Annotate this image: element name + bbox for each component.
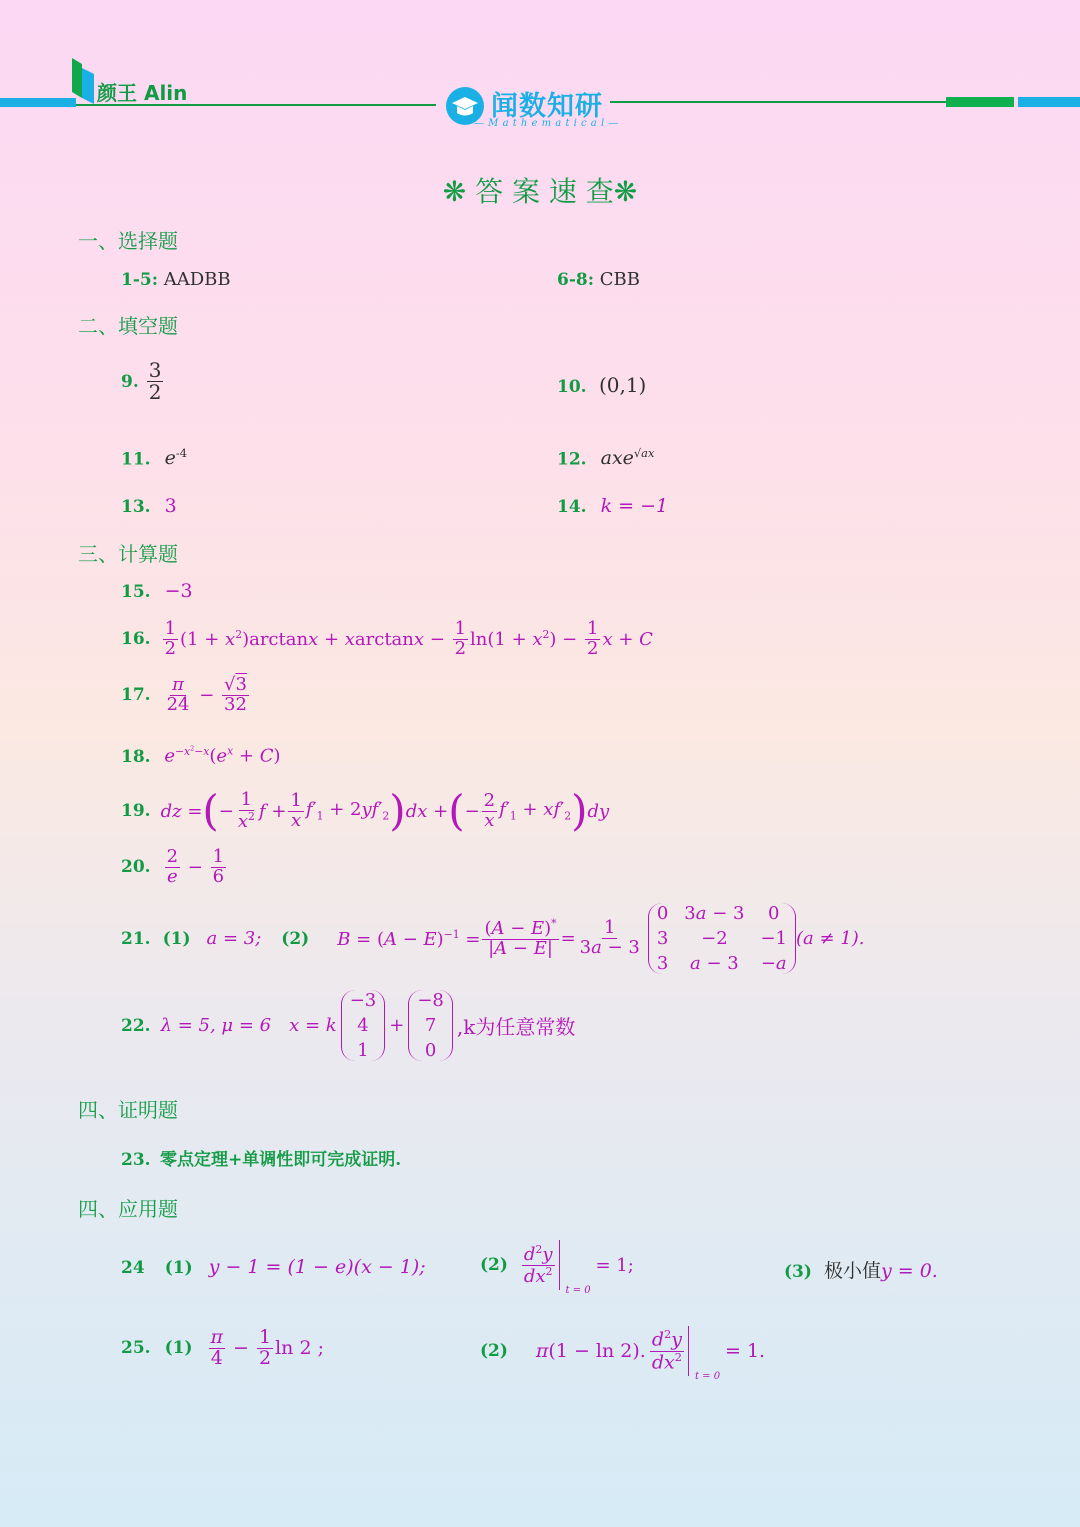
choice-group-1 [121, 269, 231, 290]
answer-12 [557, 446, 654, 469]
answer-16-label: 16. [121, 629, 151, 650]
answer-9-label: 9. [121, 371, 139, 392]
answer-22-params: λ = 5, μ = 6 [160, 1015, 272, 1036]
answer-24-part3-label: (3) [784, 1262, 812, 1282]
answer-9-denominator: 2 [148, 380, 162, 404]
answer-20: 20. $\frac{2}{e}$ − $\frac{1}{6}$ [121, 846, 225, 887]
header-green-block [946, 97, 1014, 107]
answer-22-vector-1: −3 4 1 [341, 990, 386, 1061]
answer-11-base: e [164, 447, 176, 470]
author-logo-icon [70, 58, 96, 104]
header-blue-block [1018, 97, 1080, 107]
answer-9-fraction [147, 360, 164, 403]
header-green-line-right [610, 101, 950, 103]
answer-24-part3-text: 极小值 [823, 1260, 881, 1282]
answer-25-label: 25. [121, 1338, 151, 1359]
answer-25-part1: 25. (1) $\frac{\pi}{4}$ − $\frac{1}{2}$ ln 2 ; [121, 1326, 324, 1369]
answer-21-label: 21. [121, 928, 151, 949]
answer-10-label: 10. [557, 377, 587, 397]
section-heading-choice: 一、选择题 [78, 229, 178, 253]
answer-13-label: 13. [121, 497, 151, 517]
answer-11-exponent: -4 [175, 446, 187, 460]
choice-group-2-label: 6-8: [557, 270, 594, 290]
answer-15-label: 15. [121, 582, 151, 602]
answer-24-part2-label: (2) [480, 1255, 508, 1275]
answer-22-tail: ,k为任意常数 [456, 1015, 576, 1039]
answer-25-part2: (2) π(1 − ln 2). $\frac{d^2y}{dx^2}$ t = 0 = 1. [480, 1327, 766, 1382]
answer-21-part2-label: (2) [281, 928, 310, 949]
choice-group-2-value: CBB [599, 269, 640, 290]
answer-10-value: (0,1) [598, 373, 647, 397]
answer-18: 18. $e^{-x^2-x}(e^x + C)$ [121, 744, 281, 767]
answer-13 [121, 495, 177, 517]
answer-22-label: 22. [121, 1015, 151, 1036]
answer-19-label: 19. [121, 801, 151, 821]
section-heading-fill: 二、填空题 [78, 314, 178, 338]
answer-17-label: 17. [121, 685, 151, 706]
answer-21-matrix: 0 3a − 3 0 3 −2 −1 3 a − 3 −a [648, 903, 796, 974]
answer-11-label: 11. [121, 449, 151, 470]
answer-14 [557, 495, 668, 517]
answer-17: 17. $\frac{\pi}{24}$ − $\frac{√3}{32}$ [121, 674, 247, 715]
answer-23 [121, 1145, 401, 1170]
choice-group-1-value: AADBB [163, 269, 231, 290]
answer-12-exponent: √ax [633, 446, 655, 460]
answer-12-label: 12. [557, 449, 587, 470]
answer-20-label: 20. [121, 857, 151, 878]
answer-24-part3-value: y = 0. [880, 1260, 938, 1282]
answer-14-label: 14. [557, 497, 587, 517]
answer-10 [557, 373, 646, 397]
brand-name: 闻数知研 [491, 91, 603, 122]
answer-13-value: 3 [164, 495, 177, 517]
answer-24-part1 [121, 1256, 426, 1278]
answer-9 [121, 360, 165, 403]
answer-25-part1-label: (1) [164, 1338, 193, 1359]
answer-9-numerator: 3 [148, 358, 162, 382]
answer-25-part2-label: (2) [480, 1341, 508, 1361]
answer-22: 22. λ = 5, μ = 6 x = k −3 4 1 + −8 7 0 ,k为任意常数 [121, 990, 576, 1061]
answer-15-value: −3 [164, 580, 193, 602]
answer-24-part2: (2) $\frac{d^2y}{dx^2}$ t = 0 = 1; [480, 1240, 634, 1290]
answer-15 [121, 580, 193, 602]
header-left-bar [0, 98, 76, 107]
choice-group-1-label: 1-5: [121, 270, 158, 290]
section-heading-proof: 四、证明题 [78, 1098, 178, 1122]
section-heading-apply: 四、应用题 [78, 1197, 178, 1221]
answer-14-value: k = −1 [600, 495, 669, 517]
answer-12-value: axe [600, 447, 634, 470]
answer-22-vector-2: −8 7 0 [408, 990, 453, 1061]
answer-24-part1-label: (1) [164, 1258, 193, 1278]
answer-21-part1-value: a = 3; [206, 928, 262, 949]
answer-24-part1-value: y − 1 = (1 − e)(x − 1); [208, 1256, 426, 1278]
author-label: 颜王 Alin [97, 81, 188, 105]
answer-24-part3 [784, 1256, 938, 1283]
answer-23-text: 零点定理+单调性即可完成证明. [159, 1150, 402, 1170]
choice-group-2 [557, 269, 640, 290]
answer-21-condition: (a ≠ 1). [796, 928, 865, 949]
brand-subtitle: — M a t h e m a t i c a l — [474, 118, 619, 129]
section-heading-calc: 三、计算题 [78, 542, 178, 566]
answer-21-part1-label: (1) [162, 928, 191, 949]
answer-11 [121, 446, 187, 469]
answer-24-label: 24 [121, 1258, 145, 1278]
page-title: ❋ 答 案 速 查❋ [442, 175, 638, 208]
answer-19: 19. dz = ( − $\frac{1}{x^2}$ f + $\frac{1}{x}$ $f'_1 + 2yf'_2$ ) dx + ( − $\frac{2}{x}$ $f'_1 + xf'_2$ ) dy [121, 786, 610, 835]
answer-18-label: 18. [121, 746, 151, 767]
answer-16: 16. $\frac{1}{2}$ $(1 + x^2)\arctan x + xarctanx$ − $\frac{1}{2}$ $\ln(1 + x^2)$ − $\frac{1}{2}$ x + C [121, 618, 653, 659]
answer-23-label: 23. [121, 1150, 151, 1170]
answer-21: 21. (1) a = 3; (2) $B = (A - E)^{-1}$ = $\frac{(A - E)^*}{|A - E|}$ = $\frac{1}{3a - 3}$ 0 3a − 3 0 3 −2 −1 3 a − 3 −a (a ≠ 1). [121, 903, 865, 974]
